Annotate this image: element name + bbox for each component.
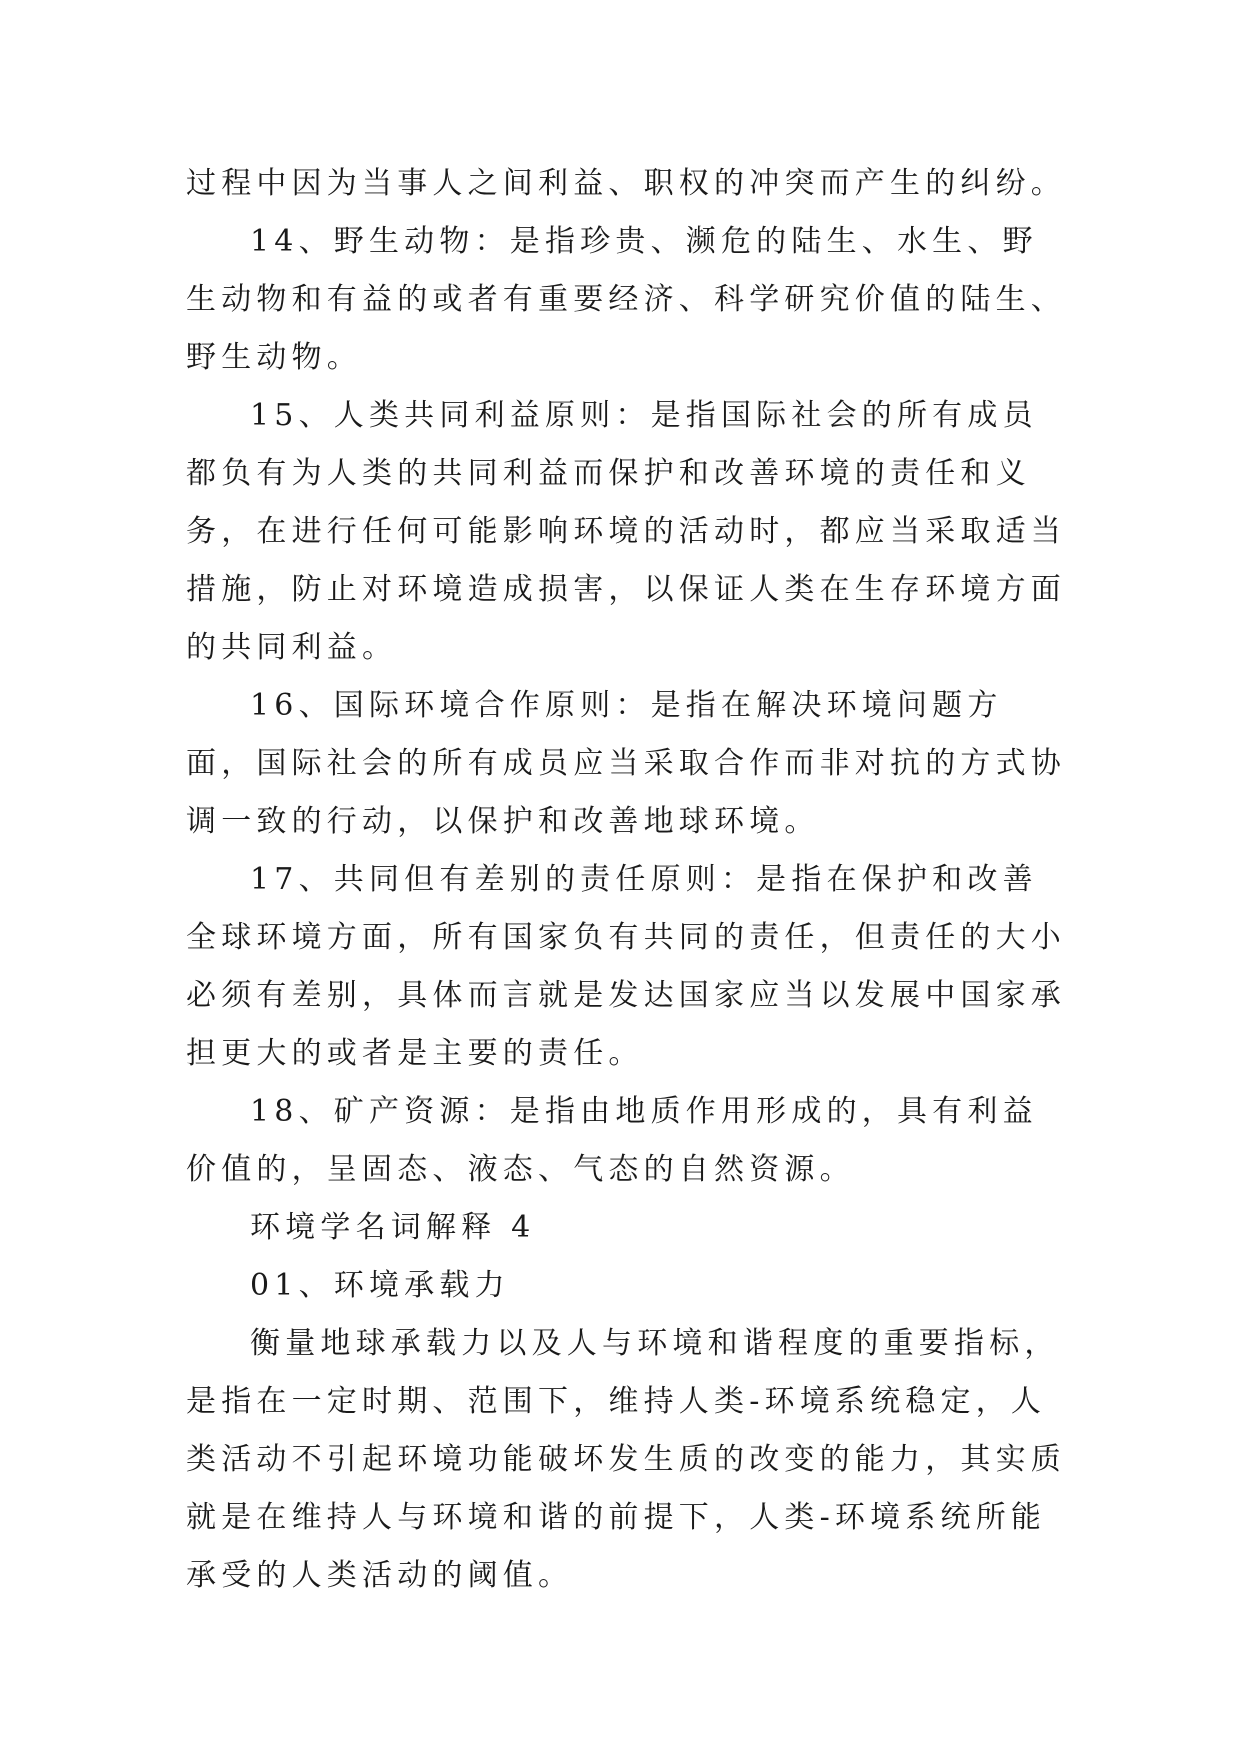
term-heading: 01、环境承载力 (250, 1268, 510, 1303)
paragraph-international-cooperation-principle: 16、国际环境合作原则：是指在解决环境问题方面，国际社会的所有成员应当采取合作而非对抗的方式协调一致的行动，以保护和改善地球环境。 (186, 688, 1066, 839)
paragraph-common-interest-principle: 15、人类共同利益原则：是指国际社会的所有成员都负有为人类的共同利益而保护和改善环境的责任和义务，在进行任何可能影响环境的活动时，都应当采取适当措施，防止对环境造成损害，以保证人类在生存环境方面的共同利益。 (186, 398, 1066, 665)
document-body (186, 155, 1066, 1605)
paragraph-wild-animals: 14、野生动物：是指珍贵、濒危的陆生、水生、野生动物和有益的或者有重要经济、科学研究价值的陆生、野生动物。 (186, 224, 1066, 375)
paragraph-mineral-resources: 18、矿产资源：是指由地质作用形成的，具有利益价值的，呈固态、液态、气态的自然资源。 (186, 1094, 1038, 1187)
paragraph-differentiated-responsibility-principle: 17、共同但有差别的责任原则：是指在保护和改善全球环境方面，所有国家负有共同的责任，但责任的大小必须有差别，具体而言就是发达国家应当以发展中国家承担更大的或者是主要的责任。 (186, 862, 1066, 1071)
section-heading: 环境学名词解释 4 (250, 1210, 536, 1245)
paragraph-carrying-capacity: 衡量地球承载力以及人与环境和谐程度的重要指标，是指在一定时期、范围下，维持人类-环境系统稳定，人类活动不引起环境功能破坏发生质的改变的能力，其实质就是在维持人与环境和谐的前提下，人类-环境系统所能承受的人类活动的阈值。 (186, 1326, 1066, 1593)
paragraph-continuation: 过程中因为当事人之间利益、职权的冲突而产生的纠纷。 (186, 166, 1066, 201)
